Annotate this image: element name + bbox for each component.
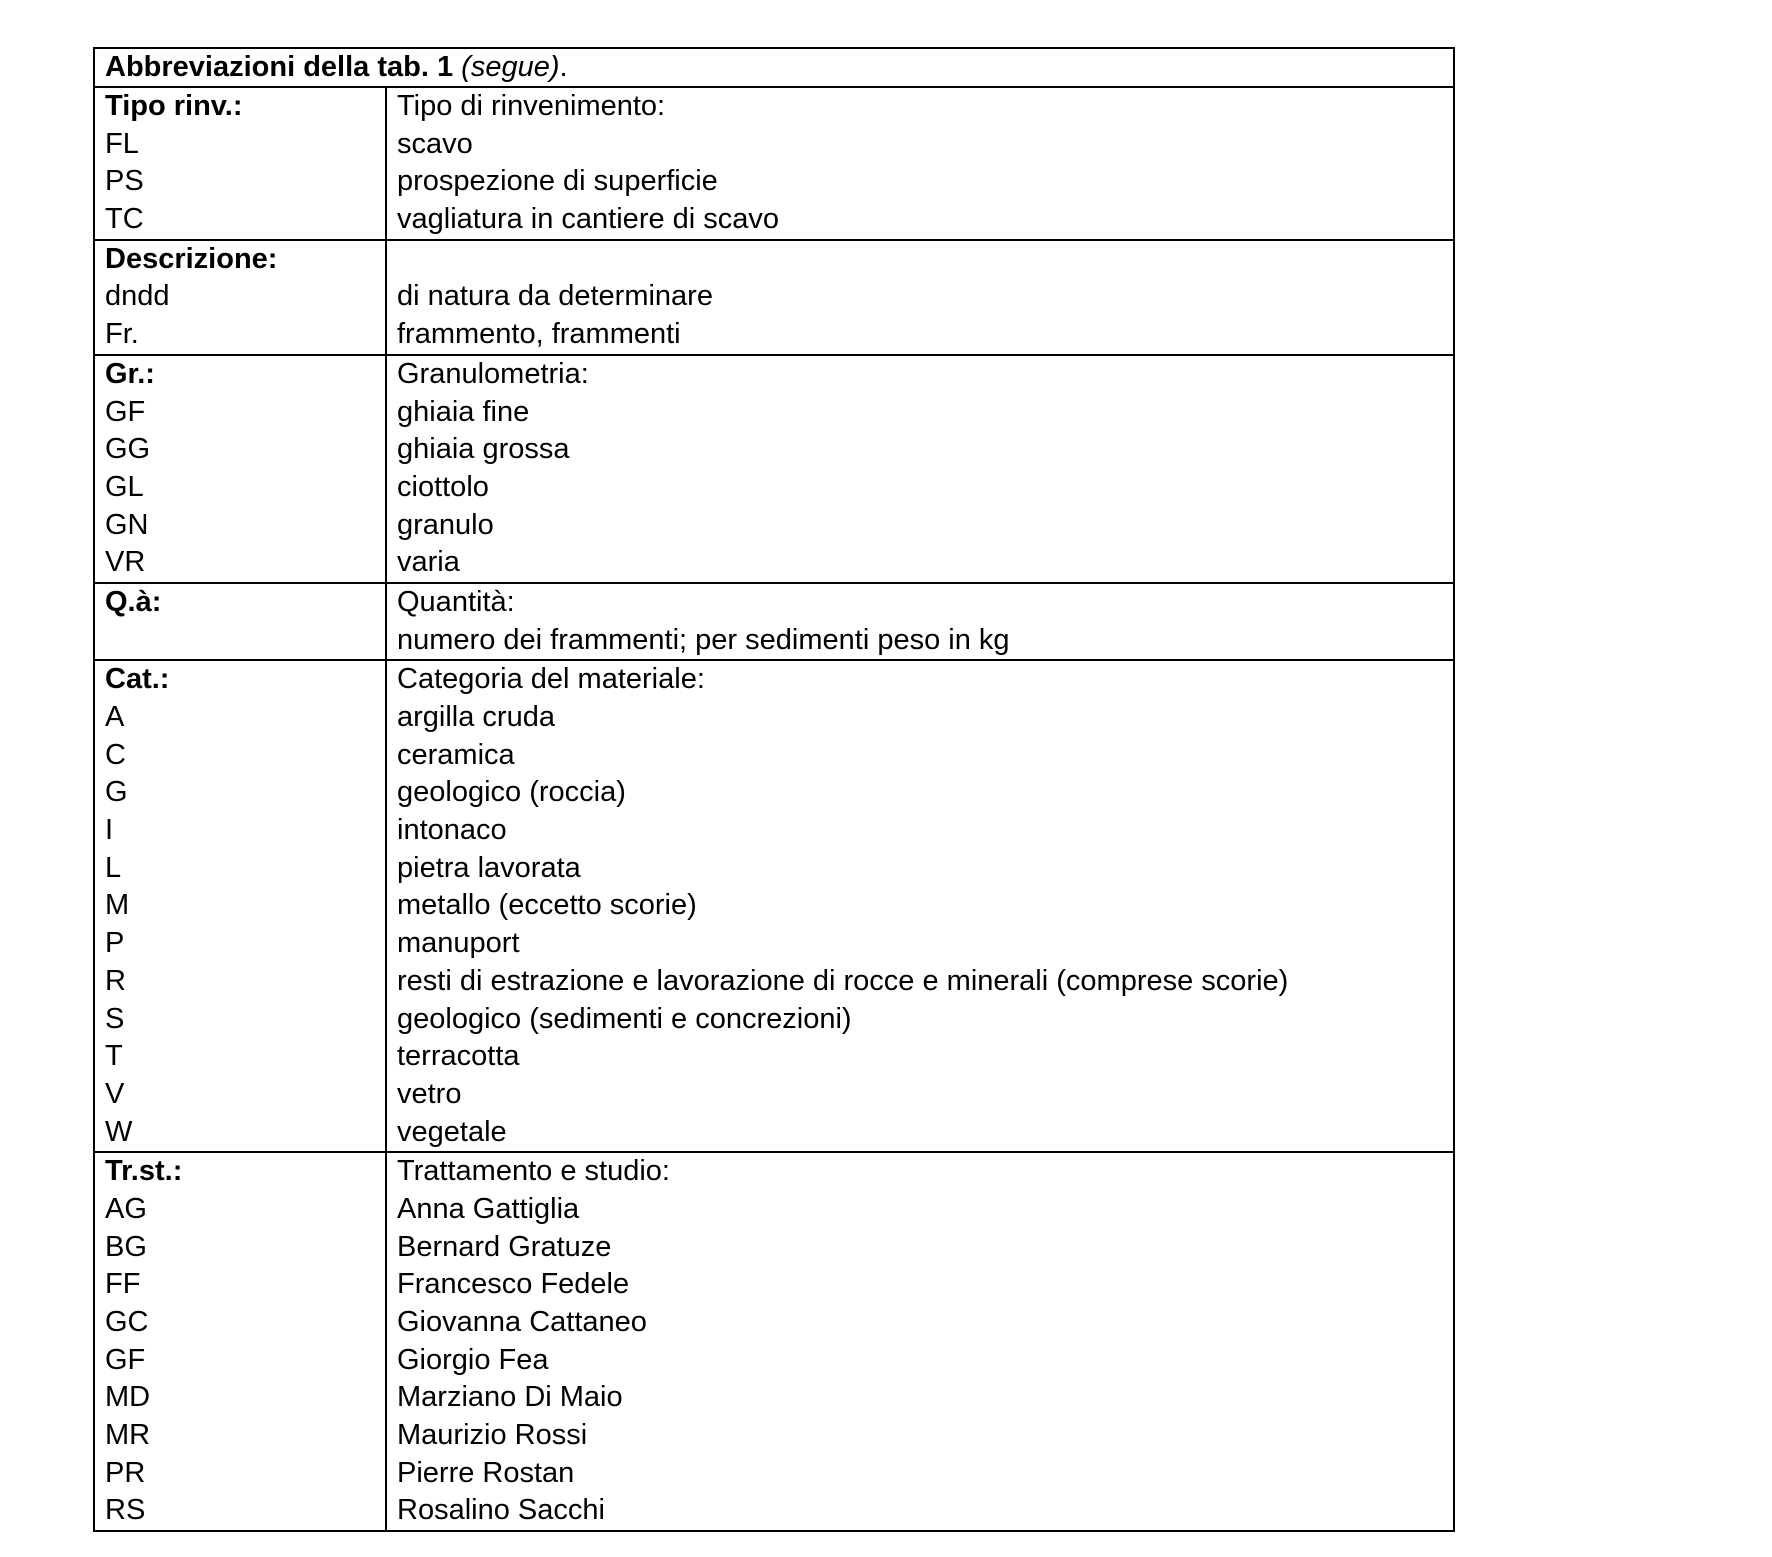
table-section <box>94 87 1454 240</box>
abbreviation-meaning: geologico (roccia) <box>397 776 626 809</box>
abbreviation-code: W <box>105 1115 133 1148</box>
abbreviation-code: GF <box>105 395 146 428</box>
abbreviation-meaning: vegetale <box>397 1115 507 1148</box>
table-title-bold: Abbreviazioni della tab. 1 <box>105 51 454 83</box>
table-section <box>94 660 1454 1152</box>
abbreviation-meaning: vetro <box>397 1077 462 1110</box>
abbreviation-code: dndd <box>105 280 170 313</box>
abbreviation-meaning: Anna Gattiglia <box>397 1192 580 1225</box>
description-column <box>386 1152 1454 1531</box>
abbreviation-code: T <box>105 1040 123 1073</box>
abbreviation-code: L <box>105 851 122 884</box>
abbreviation-code: PR <box>105 1456 146 1489</box>
table-section <box>94 1152 1454 1531</box>
abbreviation-meaning: vagliatura in cantiere di scavo <box>397 203 780 236</box>
abbreviations-table <box>93 47 1455 1532</box>
abbreviation-meaning: numero dei frammenti; per sedimenti peso in kg <box>397 623 1010 656</box>
description-column <box>386 583 1454 660</box>
abbreviation-code: TC <box>105 203 144 236</box>
abbreviation-meaning: resti di estrazione e lavorazione di rocce e minerali (comprese scorie) <box>397 964 1289 997</box>
section-heading-description: Tipo di rinvenimento: <box>397 90 666 122</box>
abbreviation-code: PS <box>105 165 144 198</box>
abbreviation-code: I <box>105 814 114 847</box>
abbreviation-meaning: frammento, frammenti <box>397 318 681 351</box>
table-section <box>94 355 1454 583</box>
abbreviation-meaning: prospezione di superficie <box>397 165 718 198</box>
abbreviation-code: V <box>105 1077 125 1110</box>
description-column <box>386 660 1454 1152</box>
abbreviation-meaning: ghiaia grossa <box>397 433 570 466</box>
abbreviation-code: GG <box>105 433 151 466</box>
abbreviation-meaning: metallo (eccetto scorie) <box>397 889 697 922</box>
section-heading-description: Trattamento e studio: <box>397 1155 670 1188</box>
section-heading: Cat.: <box>105 663 170 696</box>
abbreviation-code: RS <box>105 1494 146 1527</box>
abbreviation-meaning: manuport <box>397 927 520 960</box>
abbreviation-meaning: di natura da determinare <box>397 280 713 313</box>
abbreviation-code: S <box>105 1002 125 1035</box>
table-title-row <box>94 48 1454 87</box>
abbreviation-meaning: varia <box>397 546 460 579</box>
abbreviation-code: R <box>105 964 126 997</box>
section-heading: Tr.st.: <box>105 1155 183 1188</box>
abbreviation-code: GC <box>105 1306 149 1338</box>
section-heading-description <box>397 241 1453 279</box>
abbreviations-table-body <box>94 48 1454 1531</box>
abbreviation-meaning: Rosalino Sacchi <box>397 1494 605 1527</box>
section-heading: Tipo rinv.: <box>105 90 243 122</box>
table-title <box>94 48 1454 87</box>
section-heading-description: Categoria del materiale: <box>397 663 705 696</box>
abbreviation-code: MD <box>105 1381 151 1414</box>
abbreviation-code: Fr. <box>105 318 139 351</box>
abbreviation-meaning: intonaco <box>397 814 507 847</box>
section-heading: Q.à: <box>105 585 162 618</box>
abbreviation-meaning: Francesco Fedele <box>397 1268 630 1301</box>
abbreviation-meaning: terracotta <box>397 1040 520 1073</box>
abbreviation-code: M <box>105 889 130 922</box>
abbreviation-meaning: ciottolo <box>397 470 489 503</box>
abbreviation-code: GF <box>105 1343 146 1376</box>
abbreviation-code: P <box>105 927 125 960</box>
abbreviation-code: GL <box>105 470 144 503</box>
description-column <box>386 87 1454 240</box>
section-heading: Descrizione: <box>105 242 278 275</box>
section-heading: Gr.: <box>105 357 155 390</box>
abbreviation-code: FL <box>105 127 139 160</box>
abbreviation-code: GN <box>105 508 149 541</box>
description-column <box>386 240 1454 355</box>
table-title-italic: (segue) <box>461 51 560 83</box>
abbreviation-meaning: scavo <box>397 127 473 160</box>
abbreviation-code: G <box>105 776 128 809</box>
description-column <box>386 355 1454 583</box>
abbreviation-code: BG <box>105 1230 147 1263</box>
abbreviation-code <box>105 622 385 660</box>
abbreviation-meaning: Giovanna Cattaneo <box>397 1306 647 1338</box>
abbreviation-code: AG <box>105 1192 147 1225</box>
abbreviation-column <box>94 583 386 660</box>
abbreviation-column <box>94 660 386 1152</box>
abbreviation-meaning: Giorgio Fea <box>397 1343 549 1376</box>
abbreviation-code: A <box>105 701 125 733</box>
abbreviation-code: FF <box>105 1268 141 1301</box>
abbreviation-meaning: Maurizio Rossi <box>397 1419 588 1452</box>
abbreviation-meaning: Marziano Di Maio <box>397 1381 623 1414</box>
abbreviation-meaning: geologico (sedimenti e concrezioni) <box>397 1002 852 1035</box>
abbreviation-meaning: Bernard Gratuze <box>397 1230 612 1263</box>
abbreviation-meaning: argilla cruda <box>397 701 555 733</box>
abbreviation-column <box>94 1152 386 1531</box>
abbreviation-meaning: granulo <box>397 508 494 541</box>
section-heading-description: Granulometria: <box>397 357 589 390</box>
abbreviation-code: VR <box>105 546 146 579</box>
abbreviation-meaning: pietra lavorata <box>397 851 581 884</box>
abbreviation-column <box>94 240 386 355</box>
abbreviation-meaning: ghiaia fine <box>397 395 530 428</box>
table-section <box>94 583 1454 660</box>
section-heading-description: Quantità: <box>397 585 515 618</box>
table-title-end: . <box>559 51 568 83</box>
table-section <box>94 240 1454 355</box>
abbreviation-code: C <box>105 738 126 771</box>
abbreviation-column <box>94 87 386 240</box>
abbreviation-column <box>94 355 386 583</box>
abbreviation-meaning: ceramica <box>397 738 515 771</box>
abbreviation-meaning: Pierre Rostan <box>397 1456 575 1489</box>
abbreviation-code: MR <box>105 1419 151 1452</box>
